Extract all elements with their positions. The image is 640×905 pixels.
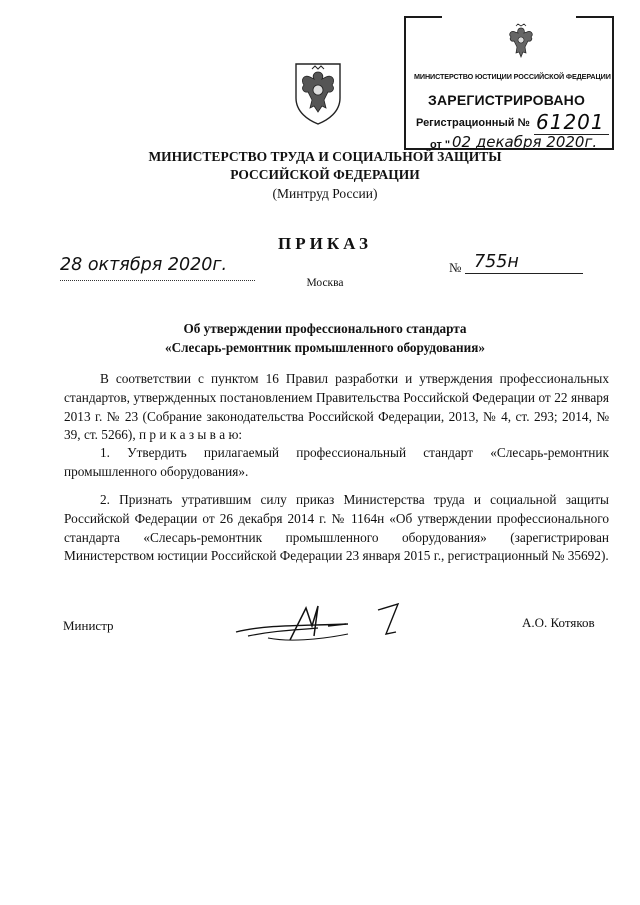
stamp-date-value: 02 декабря 2020г.: [452, 133, 598, 151]
ministry-name: [110, 148, 540, 184]
subject-line2: «Слесарь-ремонтник промышленного оборудования»: [165, 340, 485, 355]
body-paragraph-3: [64, 491, 609, 566]
order-number-value: 755н: [474, 252, 519, 272]
ministry-line1: МИНИСТЕРСТВО ТРУДА И СОЦИАЛЬНОЙ ЗАЩИТЫ: [148, 149, 502, 164]
stamp-border-right: [576, 16, 612, 18]
subject-line1: Об утверждении профессионального стандарта: [183, 321, 467, 336]
stamp-emblem-icon: [504, 22, 538, 64]
order-title: ПРИКАЗ: [278, 234, 372, 253]
coat-of-arms-icon: [290, 60, 346, 126]
signature-icon: [228, 596, 420, 646]
body-paragraph-3-text: 2. Признать утратившим силу приказ Министерства труда и социальной защиты Российской Федерации от 26 декабря 2014 г. № 1164н «Об утверждении профессионального стандарта «Слесарь-ремонтник промышленного оборудования» (зарегистрирован Министерством юстиции Российской Федерации 23 января 2015 г., регистрационный № 35692).: [64, 492, 609, 564]
stamp-status: ЗАРЕГИСТРИРОВАНО: [428, 92, 586, 108]
body-paragraph-2-text: 1. Утвердить прилагаемый профессиональный стандарт «Слесарь-ремонтник промышленного оборудования».: [64, 445, 609, 479]
minister-position: Министр: [63, 618, 114, 633]
order-number-label: №: [449, 260, 462, 275]
body-paragraph-1-text: В соответствии с пунктом 16 Правил разработки и утверждения профессиональных стандартов, утвержденных постановлением Правительства Российской Федерации от 22 января 2013 г. № 23 (Собрание законодательства Российской Федерации, 2013, № 4, ст. 293; 2014, № 39, ст. 5266), п р и к а з ы в а ю:: [64, 371, 609, 443]
stamp-date-label: от ": [430, 139, 451, 151]
body-paragraph-2: [64, 444, 609, 482]
order-date: 28 октября 2020г.: [60, 255, 228, 275]
stamp-border-left: [406, 16, 442, 18]
minister-name: А.О. Котяков: [522, 615, 595, 630]
registration-stamp: [404, 16, 614, 150]
body-paragraph-1: [64, 370, 609, 445]
stamp-number-value: 61201: [534, 110, 609, 135]
ministry-line2: РОССИЙСКОЙ ФЕДЕРАЦИИ: [230, 167, 420, 182]
order-number-line: [465, 273, 583, 274]
stamp-number-label: Регистрационный №: [416, 117, 530, 129]
ministry-short-name: (Минтруд России): [272, 186, 378, 201]
order-subject: [110, 319, 540, 357]
order-date-line: [60, 280, 255, 281]
stamp-ministry: МИНИСТЕРСТВО ЮСТИЦИИ РОССИЙСКОЙ ФЕДЕРАЦИИ: [414, 72, 611, 81]
order-city: Москва: [306, 277, 344, 289]
